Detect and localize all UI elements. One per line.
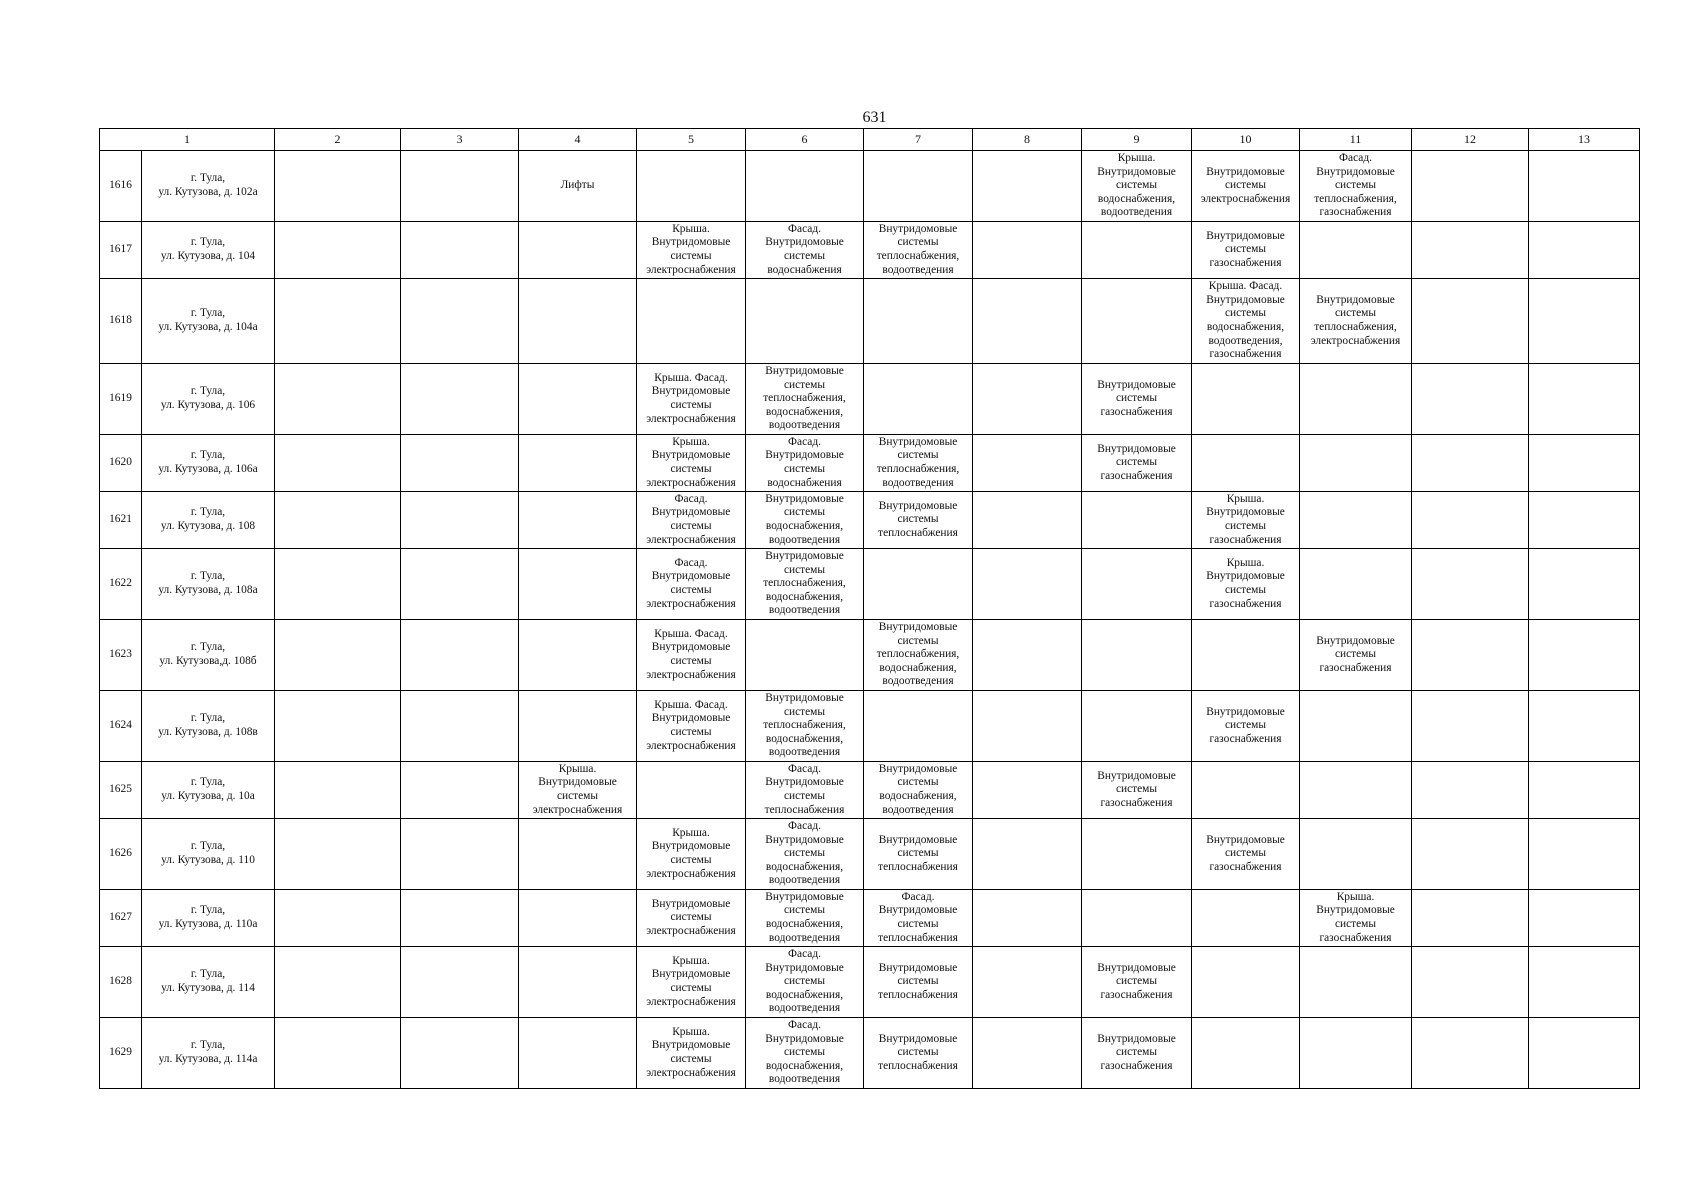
work-cell-6: Фасад. Внутридомовые системы теплоснабжения [746, 762, 864, 819]
work-cell-2 [275, 222, 401, 279]
table-row [100, 1018, 1640, 1089]
address-cell: г. Тула, ул. Кутузова, д. 110 [142, 819, 275, 890]
work-cell-5 [637, 279, 746, 364]
work-cell-7 [864, 549, 973, 620]
row-number-cell: 1617 [100, 222, 142, 279]
work-cell-13 [1529, 492, 1640, 549]
table-row [100, 435, 1640, 492]
work-cell-8 [973, 620, 1082, 691]
work-cell-9 [1082, 620, 1192, 691]
work-cell-3 [401, 819, 519, 890]
work-cell-10 [1192, 762, 1300, 819]
address-cell: г. Тула, ул. Кутузова, д. 108а [142, 549, 275, 620]
work-cell-4: Крыша. Внутридомовые системы электроснабжения [519, 762, 637, 819]
work-cell-6: Внутридомовые системы теплоснабжения, водоснабжения, водоотведения [746, 549, 864, 620]
work-cell-12 [1412, 492, 1529, 549]
work-cell-12 [1412, 819, 1529, 890]
work-cell-7: Внутридомовые системы теплоснабжения, водоснабжения, водоотведения [864, 620, 973, 691]
work-cell-11 [1300, 222, 1412, 279]
work-cell-7: Внутридомовые системы водоснабжения, водоотведения [864, 762, 973, 819]
work-cell-13 [1529, 691, 1640, 762]
work-cell-6: Внутридомовые системы теплоснабжения, водоснабжения, водоотведения [746, 364, 864, 435]
header-cell-10: 10 [1192, 129, 1300, 151]
header-cell-12: 12 [1412, 129, 1529, 151]
work-cell-2 [275, 364, 401, 435]
work-cell-13 [1529, 762, 1640, 819]
work-cell-4 [519, 620, 637, 691]
work-cell-2 [275, 620, 401, 691]
work-cell-8 [973, 364, 1082, 435]
work-cell-4 [519, 279, 637, 364]
address-cell: г. Тула, ул. Кутузова,д. 108б [142, 620, 275, 691]
table-row [100, 691, 1640, 762]
work-cell-3 [401, 1018, 519, 1089]
header-cell-13: 13 [1529, 129, 1640, 151]
header-cell-2: 2 [275, 129, 401, 151]
table-row [100, 762, 1640, 819]
schedule-table [99, 128, 1640, 1089]
work-cell-4 [519, 819, 637, 890]
row-number-cell: 1624 [100, 691, 142, 762]
row-number-cell: 1625 [100, 762, 142, 819]
work-cell-11: Внутридомовые системы газоснабжения [1300, 620, 1412, 691]
work-cell-11 [1300, 819, 1412, 890]
work-cell-5: Крыша. Фасад. Внутридомовые системы электроснабжения [637, 691, 746, 762]
work-cell-8 [973, 819, 1082, 890]
work-cell-7 [864, 364, 973, 435]
row-number-cell: 1616 [100, 151, 142, 222]
work-cell-7: Внутридомовые системы теплоснабжения [864, 947, 973, 1018]
work-cell-9 [1082, 890, 1192, 947]
work-cell-8 [973, 279, 1082, 364]
address-cell: г. Тула, ул. Кутузова, д. 108в [142, 691, 275, 762]
work-cell-12 [1412, 691, 1529, 762]
work-cell-12 [1412, 947, 1529, 1018]
work-cell-4: Лифты [519, 151, 637, 222]
work-cell-3 [401, 620, 519, 691]
work-cell-8 [973, 691, 1082, 762]
work-cell-13 [1529, 279, 1640, 364]
row-number-cell: 1623 [100, 620, 142, 691]
work-cell-12 [1412, 364, 1529, 435]
table-row [100, 222, 1640, 279]
work-cell-3 [401, 549, 519, 620]
work-cell-2 [275, 492, 401, 549]
work-cell-9: Внутридомовые системы газоснабжения [1082, 762, 1192, 819]
row-number-cell: 1629 [100, 1018, 142, 1089]
work-cell-2 [275, 947, 401, 1018]
work-cell-5: Крыша. Внутридомовые системы электроснабжения [637, 947, 746, 1018]
work-cell-9 [1082, 819, 1192, 890]
work-cell-4 [519, 947, 637, 1018]
work-cell-9: Внутридомовые системы газоснабжения [1082, 1018, 1192, 1089]
work-cell-9: Внутридомовые системы газоснабжения [1082, 947, 1192, 1018]
table-row [100, 620, 1640, 691]
work-cell-12 [1412, 890, 1529, 947]
page-number: 631 [862, 109, 887, 126]
work-cell-8 [973, 151, 1082, 222]
work-cell-8 [973, 492, 1082, 549]
work-cell-7 [864, 691, 973, 762]
address-cell: г. Тула, ул. Кутузова, д. 108 [142, 492, 275, 549]
work-cell-10: Внутридомовые системы газоснабжения [1192, 691, 1300, 762]
work-cell-13 [1529, 222, 1640, 279]
header-cell-5: 5 [637, 129, 746, 151]
work-cell-3 [401, 762, 519, 819]
address-cell: г. Тула, ул. Кутузова, д. 102а [142, 151, 275, 222]
header-cell-11: 11 [1300, 129, 1412, 151]
row-number-cell: 1619 [100, 364, 142, 435]
work-cell-3 [401, 947, 519, 1018]
header-cell-8: 8 [973, 129, 1082, 151]
work-cell-2 [275, 762, 401, 819]
work-cell-8 [973, 1018, 1082, 1089]
row-number-cell: 1618 [100, 279, 142, 364]
table-row [100, 364, 1640, 435]
work-cell-5: Фасад. Внутридомовые системы электроснабжения [637, 549, 746, 620]
work-cell-10 [1192, 620, 1300, 691]
work-cell-5: Крыша. Фасад. Внутридомовые системы электроснабжения [637, 620, 746, 691]
work-cell-7: Внутридомовые системы теплоснабжения, водоотведения [864, 435, 973, 492]
work-cell-5: Крыша. Внутридомовые системы электроснабжения [637, 222, 746, 279]
work-cell-6: Фасад. Внутридомовые системы водоснабжения, водоотведения [746, 819, 864, 890]
work-cell-11 [1300, 492, 1412, 549]
work-cell-13 [1529, 151, 1640, 222]
work-cell-5 [637, 762, 746, 819]
row-number-cell: 1627 [100, 890, 142, 947]
work-cell-11 [1300, 1018, 1412, 1089]
work-cell-3 [401, 151, 519, 222]
work-cell-12 [1412, 222, 1529, 279]
work-cell-2 [275, 549, 401, 620]
work-cell-13 [1529, 435, 1640, 492]
work-cell-8 [973, 549, 1082, 620]
work-cell-10 [1192, 435, 1300, 492]
work-cell-11: Фасад. Внутридомовые системы теплоснабжения, газоснабжения [1300, 151, 1412, 222]
work-cell-2 [275, 279, 401, 364]
work-cell-10 [1192, 947, 1300, 1018]
work-cell-13 [1529, 1018, 1640, 1089]
work-cell-2 [275, 435, 401, 492]
work-cell-13 [1529, 890, 1640, 947]
work-cell-12 [1412, 435, 1529, 492]
work-cell-11: Внутридомовые системы теплоснабжения, электроснабжения [1300, 279, 1412, 364]
work-cell-4 [519, 435, 637, 492]
address-cell: г. Тула, ул. Кутузова, д. 106а [142, 435, 275, 492]
work-cell-7: Внутридомовые системы теплоснабжения [864, 492, 973, 549]
work-cell-11 [1300, 549, 1412, 620]
work-cell-7 [864, 151, 973, 222]
work-cell-9 [1082, 222, 1192, 279]
work-cell-7: Внутридомовые системы теплоснабжения [864, 819, 973, 890]
work-cell-3 [401, 222, 519, 279]
work-cell-11 [1300, 762, 1412, 819]
work-cell-4 [519, 549, 637, 620]
header-cell-1: 1 [100, 129, 275, 151]
work-cell-2 [275, 819, 401, 890]
work-cell-2 [275, 890, 401, 947]
work-cell-5: Крыша. Внутридомовые системы электроснабжения [637, 1018, 746, 1089]
row-number-cell: 1621 [100, 492, 142, 549]
work-cell-11 [1300, 435, 1412, 492]
work-cell-9: Крыша. Внутридомовые системы водоснабжения, водоотведения [1082, 151, 1192, 222]
work-cell-13 [1529, 947, 1640, 1018]
work-cell-6 [746, 151, 864, 222]
work-cell-7: Внутридомовые системы теплоснабжения [864, 1018, 973, 1089]
work-cell-12 [1412, 762, 1529, 819]
work-cell-11: Крыша. Внутридомовые системы газоснабжения [1300, 890, 1412, 947]
work-cell-6: Фасад. Внутридомовые системы водоснабжения, водоотведения [746, 1018, 864, 1089]
work-cell-12 [1412, 151, 1529, 222]
address-cell: г. Тула, ул. Кутузова, д. 106 [142, 364, 275, 435]
work-cell-10: Внутридомовые системы газоснабжения [1192, 819, 1300, 890]
work-cell-3 [401, 890, 519, 947]
row-number-cell: 1620 [100, 435, 142, 492]
work-cell-6: Внутридомовые системы водоснабжения, водоотведения [746, 492, 864, 549]
work-cell-6: Фасад. Внутридомовые системы водоснабжения [746, 435, 864, 492]
table-row [100, 279, 1640, 364]
work-cell-2 [275, 1018, 401, 1089]
work-cell-4 [519, 1018, 637, 1089]
header-row [100, 129, 1640, 151]
address-cell: г. Тула, ул. Кутузова, д. 104 [142, 222, 275, 279]
table-row [100, 549, 1640, 620]
work-cell-13 [1529, 620, 1640, 691]
work-cell-11 [1300, 364, 1412, 435]
work-cell-4 [519, 890, 637, 947]
header-cell-4: 4 [519, 129, 637, 151]
work-cell-6: Внутридомовые системы водоснабжения, водоотведения [746, 890, 864, 947]
work-cell-12 [1412, 1018, 1529, 1089]
work-cell-4 [519, 364, 637, 435]
work-cell-5: Фасад. Внутридомовые системы электроснабжения [637, 492, 746, 549]
address-cell: г. Тула, ул. Кутузова, д. 114а [142, 1018, 275, 1089]
work-cell-10 [1192, 890, 1300, 947]
work-cell-3 [401, 279, 519, 364]
work-cell-4 [519, 691, 637, 762]
work-cell-5: Внутридомовые системы электроснабжения [637, 890, 746, 947]
table-row [100, 151, 1640, 222]
address-cell: г. Тула, ул. Кутузова, д. 104а [142, 279, 275, 364]
work-cell-12 [1412, 620, 1529, 691]
work-cell-10: Внутридомовые системы электроснабжения [1192, 151, 1300, 222]
work-cell-13 [1529, 549, 1640, 620]
work-cell-10: Внутридомовые системы газоснабжения [1192, 222, 1300, 279]
work-cell-7: Внутридомовые системы теплоснабжения, водоотведения [864, 222, 973, 279]
work-cell-8 [973, 222, 1082, 279]
row-number-cell: 1626 [100, 819, 142, 890]
work-cell-8 [973, 890, 1082, 947]
work-cell-6 [746, 620, 864, 691]
work-cell-10 [1192, 364, 1300, 435]
work-cell-11 [1300, 691, 1412, 762]
row-number-cell: 1628 [100, 947, 142, 1018]
work-cell-12 [1412, 549, 1529, 620]
address-cell: г. Тула, ул. Кутузова, д. 10а [142, 762, 275, 819]
work-cell-7 [864, 279, 973, 364]
work-cell-10: Крыша. Фасад. Внутридомовые системы водоснабжения, водоотведения, газоснабжения [1192, 279, 1300, 364]
work-cell-13 [1529, 819, 1640, 890]
work-cell-9: Внутридомовые системы газоснабжения [1082, 364, 1192, 435]
work-cell-9: Внутридомовые системы газоснабжения [1082, 435, 1192, 492]
table-row [100, 492, 1640, 549]
work-cell-2 [275, 691, 401, 762]
work-cell-6: Фасад. Внутридомовые системы водоснабжения [746, 222, 864, 279]
work-cell-8 [973, 947, 1082, 1018]
work-cell-2 [275, 151, 401, 222]
work-cell-10 [1192, 1018, 1300, 1089]
address-cell: г. Тула, ул. Кутузова, д. 114 [142, 947, 275, 1018]
header-cell-3: 3 [401, 129, 519, 151]
work-cell-10: Крыша. Внутридомовые системы газоснабжения [1192, 492, 1300, 549]
address-cell: г. Тула, ул. Кутузова, д. 110а [142, 890, 275, 947]
work-cell-13 [1529, 364, 1640, 435]
work-cell-11 [1300, 947, 1412, 1018]
work-cell-3 [401, 435, 519, 492]
work-cell-5: Крыша. Внутридомовые системы электроснабжения [637, 435, 746, 492]
work-cell-3 [401, 492, 519, 549]
work-cell-9 [1082, 279, 1192, 364]
table-row [100, 890, 1640, 947]
header-cell-6: 6 [746, 129, 864, 151]
table-row [100, 819, 1640, 890]
header-cell-7: 7 [864, 129, 973, 151]
work-cell-8 [973, 762, 1082, 819]
work-cell-6: Фасад. Внутридомовые системы водоснабжения, водоотведения [746, 947, 864, 1018]
work-cell-6: Внутридомовые системы теплоснабжения, водоснабжения, водоотведения [746, 691, 864, 762]
work-cell-9 [1082, 549, 1192, 620]
work-cell-5: Крыша. Внутридомовые системы электроснабжения [637, 819, 746, 890]
work-cell-4 [519, 222, 637, 279]
work-cell-3 [401, 364, 519, 435]
work-cell-8 [973, 435, 1082, 492]
table-row [100, 947, 1640, 1018]
row-number-cell: 1622 [100, 549, 142, 620]
work-cell-10: Крыша. Внутридомовые системы газоснабжения [1192, 549, 1300, 620]
work-cell-5: Крыша. Фасад. Внутридомовые системы электроснабжения [637, 364, 746, 435]
work-cell-4 [519, 492, 637, 549]
work-cell-7: Фасад. Внутридомовые системы теплоснабжения [864, 890, 973, 947]
work-cell-6 [746, 279, 864, 364]
work-cell-9 [1082, 492, 1192, 549]
header-cell-9: 9 [1082, 129, 1192, 151]
work-cell-5 [637, 151, 746, 222]
work-cell-9 [1082, 691, 1192, 762]
work-cell-12 [1412, 279, 1529, 364]
work-cell-3 [401, 691, 519, 762]
